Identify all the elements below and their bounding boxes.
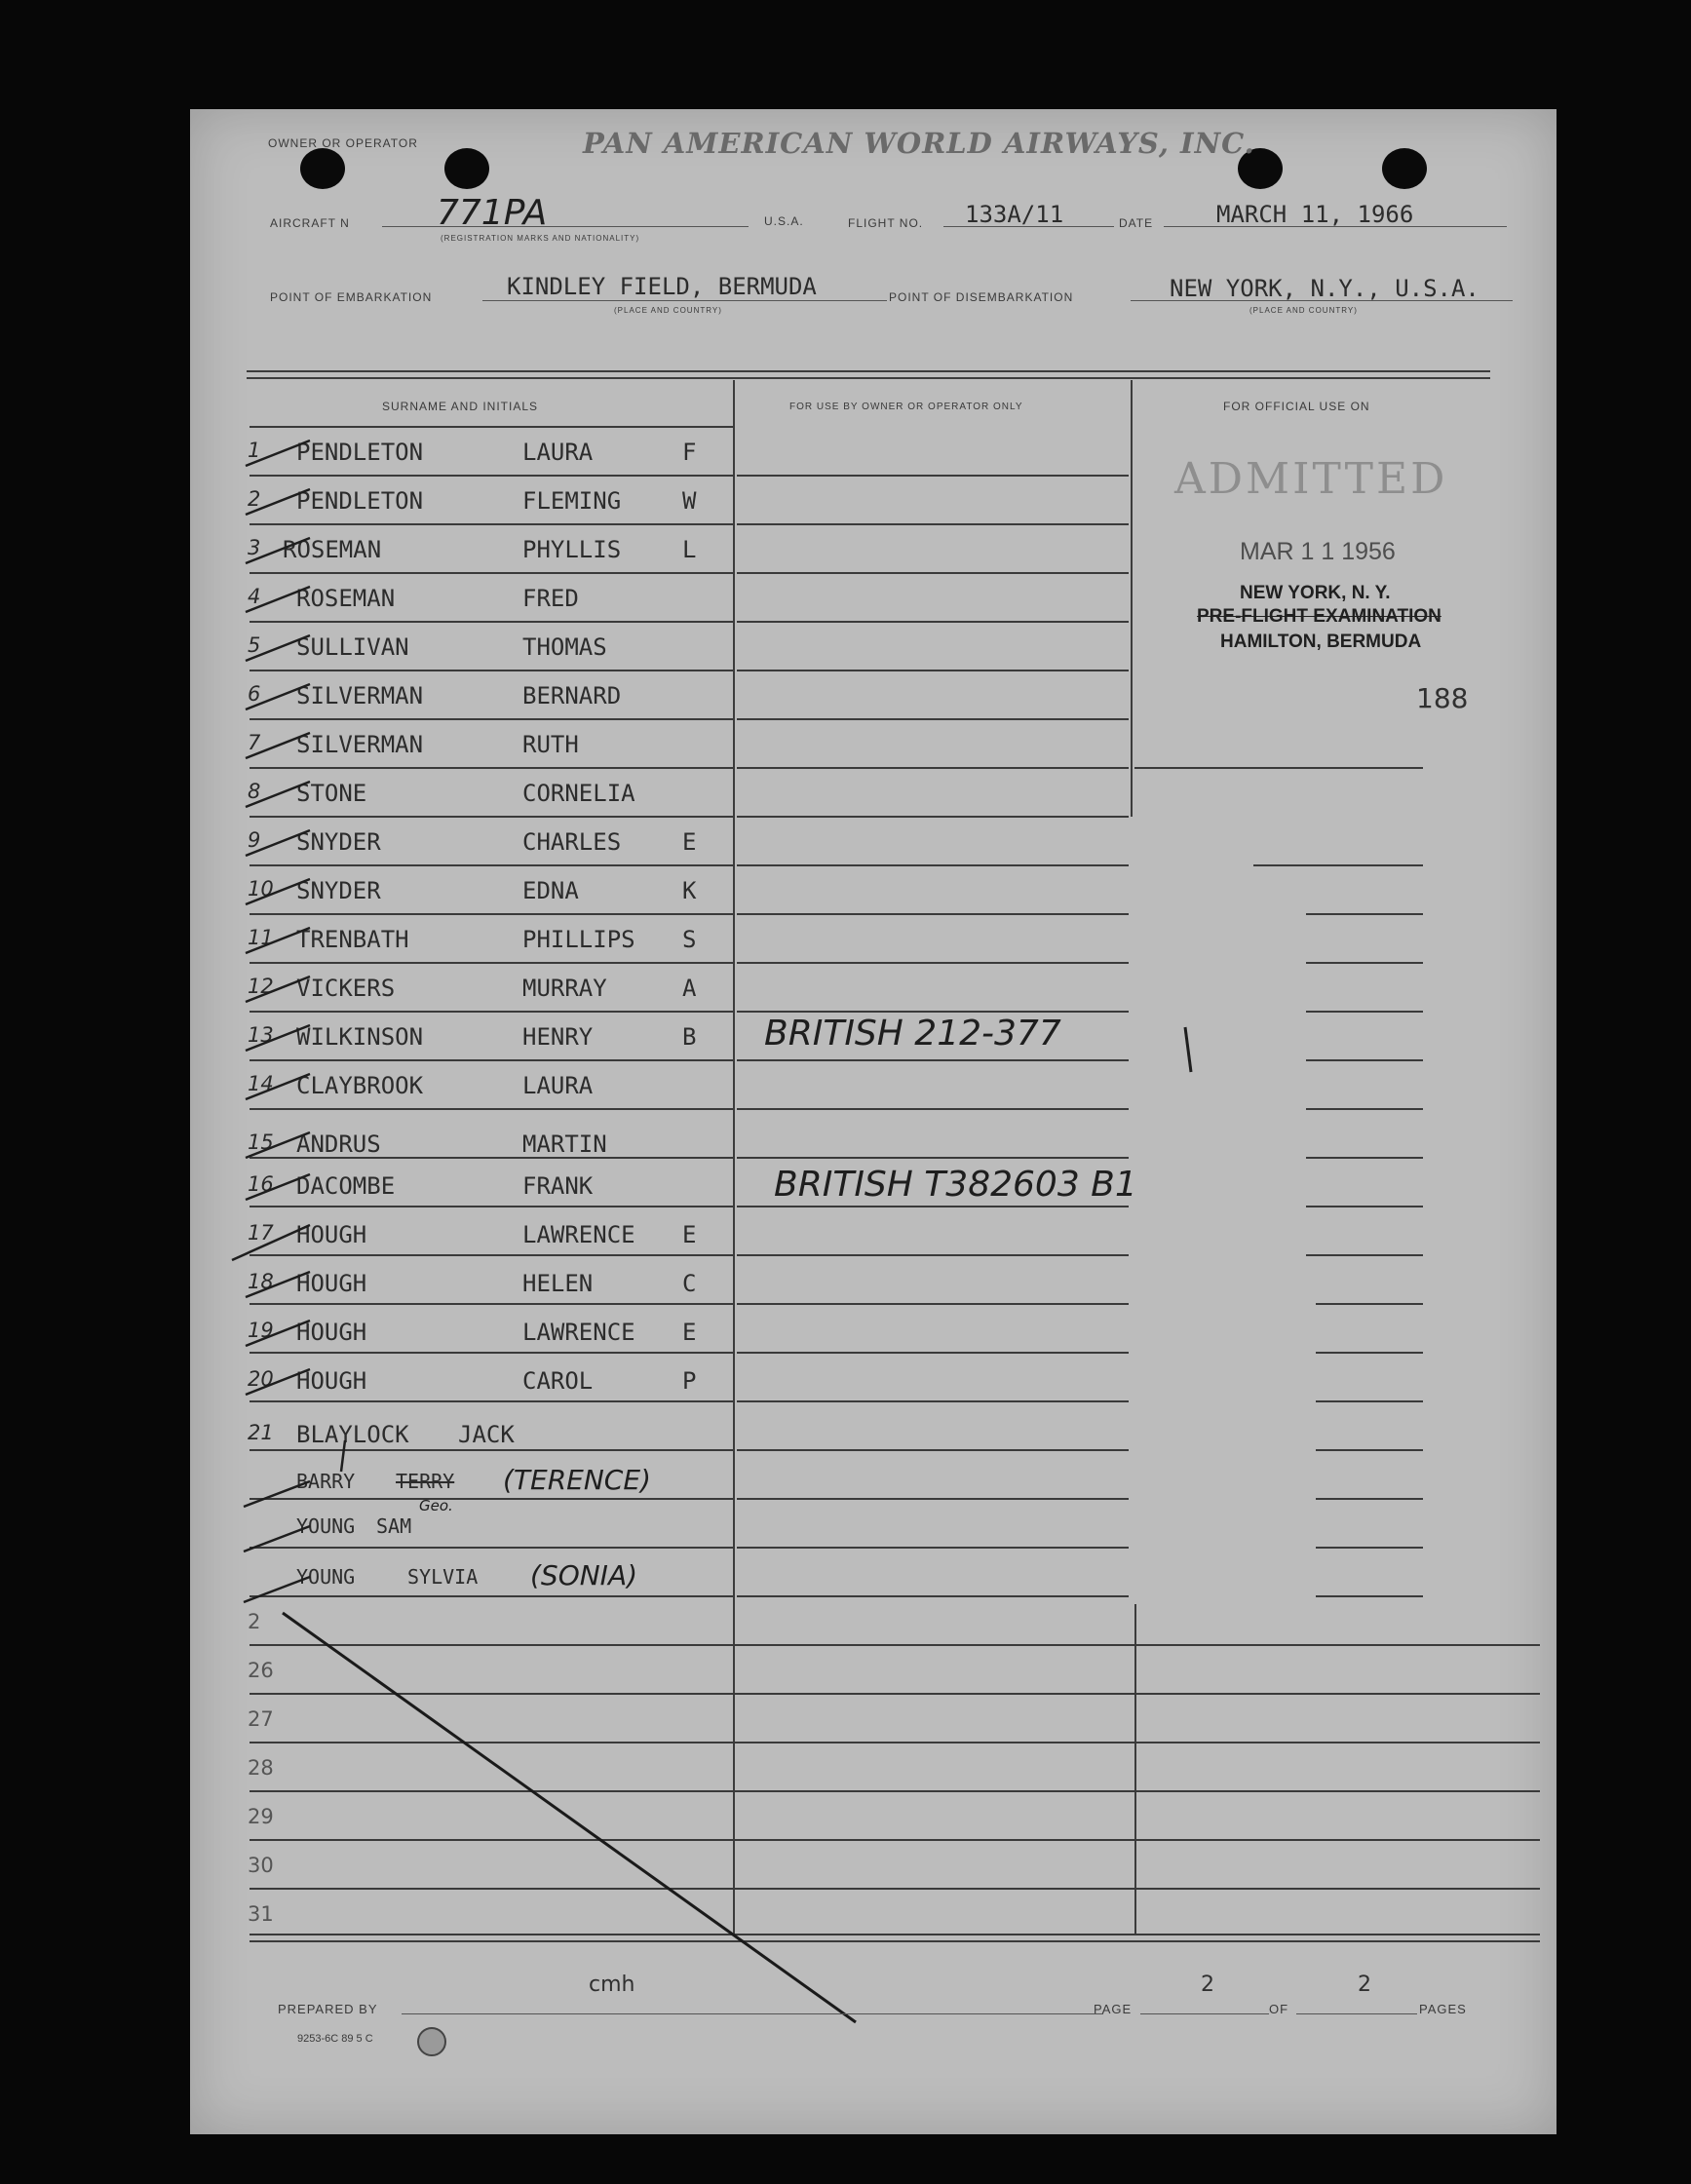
passenger-surname: HOUGH <box>296 1367 367 1395</box>
row-number: 7 <box>248 731 261 754</box>
col-header-surname: SURNAME AND INITIALS <box>382 400 539 413</box>
passenger-surname: YOUNG <box>296 1514 356 1538</box>
row-number: 29 <box>248 1805 274 1828</box>
row-number: 3 <box>248 536 261 559</box>
passenger-surname: SNYDER <box>296 828 381 856</box>
passenger-given-name: TERRY <box>396 1470 455 1493</box>
row-number: 13 <box>248 1023 274 1047</box>
row-number: 11 <box>248 926 274 949</box>
flight-value: 133A/11 <box>965 201 1064 228</box>
passenger-given-name: THOMAS <box>522 633 607 661</box>
passenger-given-name: FRED <box>522 585 579 612</box>
passenger-surname: HOUGH <box>296 1319 367 1346</box>
passenger-given-name: PHYLLIS <box>522 536 622 563</box>
passenger-initial: S <box>682 926 697 953</box>
row-number: 26 <box>248 1659 274 1682</box>
passenger-initial: B <box>682 1023 697 1051</box>
row-number: 20 <box>248 1367 274 1391</box>
disembark-sub: (PLACE AND COUNTRY) <box>1249 306 1358 315</box>
of-value: 2 <box>1358 1973 1371 1997</box>
row-number: 30 <box>248 1854 274 1877</box>
passenger-note: (TERENCE) <box>503 1464 651 1496</box>
passenger-given-name: CAROL <box>522 1367 594 1395</box>
passenger-given-name: LAWRENCE <box>522 1221 635 1248</box>
passenger-surname: HOUGH <box>296 1270 367 1297</box>
passenger-given-name: FRANK <box>522 1172 594 1200</box>
passenger-surname: HOUGH <box>296 1221 367 1248</box>
passenger-initial: E <box>682 1221 697 1248</box>
passenger-initial: L <box>682 536 697 563</box>
passenger-given-name: LAWRENCE <box>522 1319 635 1346</box>
stamp-preflight: PRE-FLIGHT EXAMINATION <box>1197 606 1441 627</box>
page-value: 2 <box>1201 1973 1214 1997</box>
row-number: 2 <box>248 1610 261 1633</box>
passenger-surname: BARRY <box>296 1470 356 1493</box>
passenger-surname: PENDLETON <box>296 487 424 515</box>
pages-label: PAGES <box>1419 2002 1467 2016</box>
passenger-note: BRITISH T382603 B1 <box>774 1165 1137 1205</box>
page-label: PAGE <box>1094 2002 1133 2016</box>
col-header-official: FOR OFFICIAL USE ON <box>1223 400 1370 413</box>
passenger-note: (SONIA) <box>530 1559 638 1591</box>
row-number: 9 <box>248 828 261 852</box>
passenger-given-name: JACK <box>458 1421 515 1448</box>
row-number: 28 <box>248 1756 274 1780</box>
passenger-initial: E <box>682 1319 697 1346</box>
date-value: MARCH 11, 1966 <box>1216 201 1414 228</box>
owner-label: OWNER OR OPERATOR <box>268 136 418 150</box>
passenger-initial: F <box>682 439 697 466</box>
passenger-surname: DACOMBE <box>296 1172 396 1200</box>
date-label: DATE <box>1119 216 1154 230</box>
passenger-surname: CLAYBROOK <box>296 1072 424 1099</box>
passenger-surname: PENDLETON <box>296 439 424 466</box>
row-number: 5 <box>248 633 261 657</box>
row-number: 14 <box>248 1072 274 1095</box>
passenger-surname: WILKINSON <box>296 1023 424 1051</box>
embark-sub: (PLACE AND COUNTRY) <box>614 306 722 315</box>
passenger-note: Geo. <box>419 1497 453 1514</box>
stamp-city: NEW YORK, N. Y. <box>1240 583 1391 603</box>
passenger-surname: ROSEMAN <box>283 536 382 563</box>
prepared-label: PREPARED BY <box>278 2002 378 2016</box>
row-number: 18 <box>248 1270 274 1293</box>
row-number: 1 <box>248 439 261 462</box>
row-number: 4 <box>248 585 261 608</box>
passenger-given-name: CORNELIA <box>522 780 635 807</box>
row-number: 31 <box>248 1902 274 1926</box>
passenger-surname: STONE <box>296 780 367 807</box>
embark-label: POINT OF EMBARKATION <box>270 290 433 304</box>
row-number: 15 <box>248 1130 274 1154</box>
passenger-surname: SILVERMAN <box>296 682 424 709</box>
passenger-given-name: BERNARD <box>522 682 622 709</box>
passenger-given-name: PHILLIPS <box>522 926 635 953</box>
passenger-given-name: SAM <box>376 1514 412 1538</box>
usa-label: U.S.A. <box>764 214 804 228</box>
passenger-given-name: RUTH <box>522 731 579 758</box>
passenger-surname: BLAYLOCK <box>296 1421 409 1448</box>
form-code: 9253-6C 89 5 C <box>297 2033 373 2045</box>
union-bug-icon <box>417 2027 446 2056</box>
passenger-given-name: MURRAY <box>522 975 607 1002</box>
passenger-given-name: FLEMING <box>522 487 622 515</box>
admitted-stamp: ADMITTED <box>1174 454 1448 504</box>
passenger-surname: VICKERS <box>296 975 396 1002</box>
passenger-given-name: LAURA <box>522 439 594 466</box>
passenger-initial: P <box>682 1367 697 1395</box>
passenger-given-name: CHARLES <box>522 828 622 856</box>
stamp-location: HAMILTON, BERMUDA <box>1220 632 1422 652</box>
col-header-owner: FOR USE BY OWNER OR OPERATOR ONLY <box>789 402 1023 412</box>
row-number: 8 <box>248 780 261 803</box>
aircraft-sub: (REGISTRATION MARKS AND NATIONALITY) <box>441 234 640 243</box>
passenger-initial: E <box>682 828 697 856</box>
of-label: OF <box>1269 2002 1289 2016</box>
row-number: 6 <box>248 682 261 706</box>
passenger-note: BRITISH 212-377 <box>764 1014 1061 1054</box>
aircraft-label: AIRCRAFT N <box>270 216 350 230</box>
passenger-surname: SILVERMAN <box>296 731 424 758</box>
row-number: 10 <box>248 877 274 900</box>
disembark-value: NEW YORK, N.Y., U.S.A. <box>1170 275 1480 302</box>
passenger-given-name: HENRY <box>522 1023 594 1051</box>
passenger-initial: K <box>682 877 697 904</box>
aircraft-value: 771PA <box>437 193 548 233</box>
stamp-number: 188 <box>1416 682 1469 714</box>
row-number: 16 <box>248 1172 274 1196</box>
passenger-initial: A <box>682 975 697 1002</box>
airline-name: PAN AMERICAN WORLD AIRWAYS, INC. <box>583 127 1255 160</box>
passenger-surname: ANDRUS <box>296 1130 381 1158</box>
passenger-surname: TRENBATH <box>296 926 409 953</box>
row-number: 12 <box>248 975 274 998</box>
passenger-surname: ROSEMAN <box>296 585 396 612</box>
prepared-value: cmh <box>589 1973 635 1997</box>
stamp-date: MAR 1 1 1956 <box>1240 538 1396 565</box>
disembark-label: POINT OF DISEMBARKATION <box>889 290 1074 304</box>
passenger-initial: C <box>682 1270 697 1297</box>
passenger-surname: SNYDER <box>296 877 381 904</box>
passenger-surname: SULLIVAN <box>296 633 409 661</box>
passenger-initial: W <box>682 487 697 515</box>
passenger-given-name: EDNA <box>522 877 579 904</box>
passenger-given-name: LAURA <box>522 1072 594 1099</box>
row-number: 21 <box>248 1421 274 1444</box>
row-number: 17 <box>248 1221 274 1245</box>
passenger-surname: YOUNG <box>296 1565 356 1589</box>
row-number: 27 <box>248 1707 274 1731</box>
passenger-given-name: MARTIN <box>522 1130 607 1158</box>
row-number: 2 <box>248 487 261 511</box>
flight-label: FLIGHT NO. <box>848 216 924 230</box>
passenger-given-name: HELEN <box>522 1270 594 1297</box>
passenger-given-name: SYLVIA <box>407 1565 479 1589</box>
embark-value: KINDLEY FIELD, BERMUDA <box>507 273 817 300</box>
row-number: 19 <box>248 1319 274 1342</box>
